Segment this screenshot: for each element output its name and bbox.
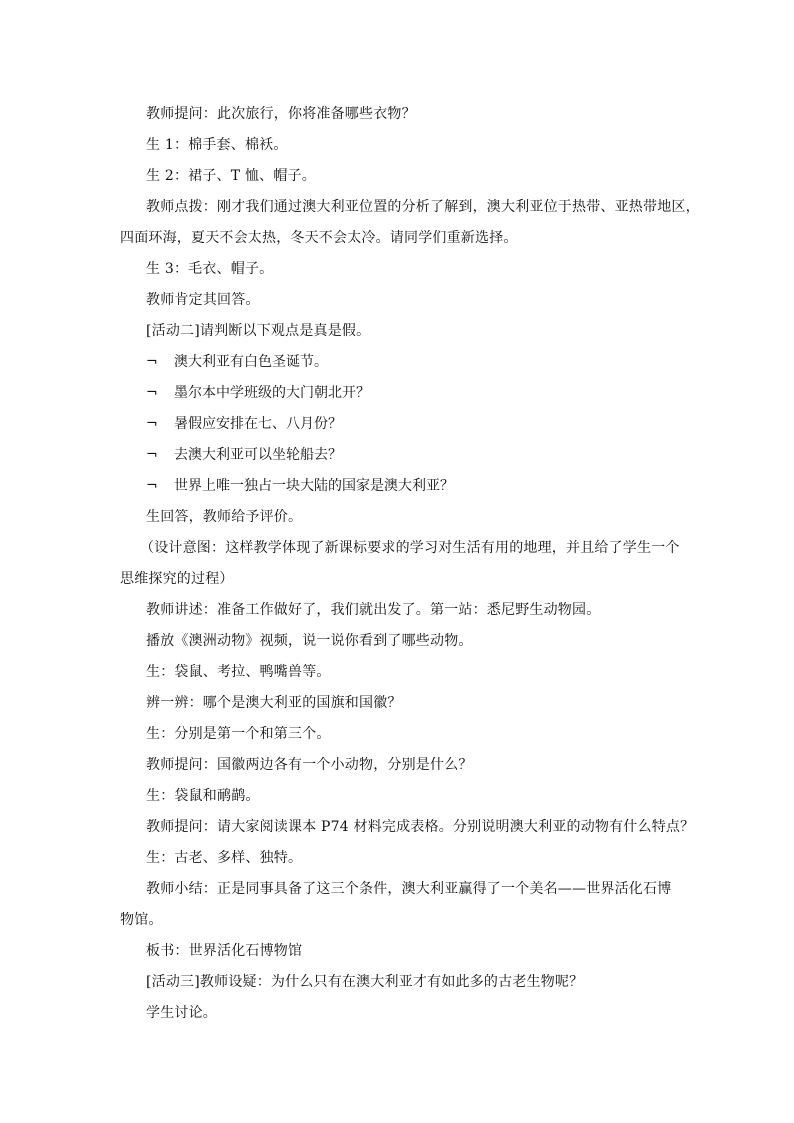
bullet-text: 澳大利亚有白色圣诞节。 bbox=[174, 354, 328, 370]
bullet-symbol: ¬ bbox=[146, 354, 158, 370]
paragraph: 生：古老、多样、独特。 bbox=[146, 850, 303, 866]
paragraph: 教师肯定其回答。 bbox=[146, 292, 260, 308]
paragraph: 生 1：棉手套、棉袄。 bbox=[146, 137, 288, 153]
paragraph: 板书：世界活化石博物馆 bbox=[146, 943, 303, 959]
paragraph: [活动二]请判断以下观点是真是假。 bbox=[146, 323, 371, 339]
paragraph: 教师讲述：准备工作做好了，我们就出发了。第一站：悉尼野生动物园。 bbox=[146, 602, 601, 618]
paragraph: 思维探究的过程） bbox=[120, 571, 234, 587]
bullet-item bbox=[146, 384, 370, 402]
bullet-symbol: ¬ bbox=[146, 416, 158, 432]
paragraph: 教师提问：请大家阅读课本 P74 材料完成表格。分别说明澳大利亚的动物有什么特点？ bbox=[146, 819, 695, 835]
bullet-text: 暑假应安排在七、八月份？ bbox=[174, 416, 342, 432]
bullet-symbol: ¬ bbox=[146, 447, 158, 463]
bullet-item bbox=[146, 353, 328, 371]
paragraph: 教师点拨：刚才我们通过澳大利亚位置的分析了解到，澳大利亚位于热带、亚热带地区， bbox=[146, 199, 700, 215]
paragraph: 物馆。 bbox=[120, 912, 163, 928]
paragraph: 生 2：裙子、T 恤、帽子。 bbox=[146, 168, 316, 184]
paragraph: 生回答，教师给予评价。 bbox=[146, 509, 303, 525]
paragraph: 播放《澳洲动物》视频，说一说你看到了哪些动物。 bbox=[146, 633, 473, 649]
paragraph: [活动三]教师设疑：为什么只有在澳大利亚才有如此多的古老生物呢？ bbox=[146, 974, 584, 990]
bullet-symbol: ¬ bbox=[146, 385, 158, 401]
bullet-item bbox=[146, 446, 342, 464]
paragraph: （设计意图：这样教学体现了新课标要求的学习对生活有用的地理，并且给了学生一个 bbox=[140, 540, 680, 556]
bullet-symbol: ¬ bbox=[146, 478, 158, 494]
paragraph: 四面环海，夏天不会太热，冬天不会太冷。请同学们重新选择。 bbox=[120, 230, 518, 246]
bullet-item bbox=[146, 477, 454, 495]
paragraph: 学生讨论。 bbox=[146, 1005, 217, 1021]
paragraph: 生：袋鼠和鸸鹋。 bbox=[146, 788, 260, 804]
bullet-text: 去澳大利亚可以坐轮船去？ bbox=[174, 447, 342, 463]
bullet-text: 世界上唯一独占一块大陆的国家是澳大利亚？ bbox=[174, 478, 454, 494]
paragraph: 生 3：毛衣、帽子。 bbox=[146, 261, 274, 277]
paragraph: 教师小结：正是同事具备了这三个条件，澳大利亚赢得了一个美名——世界活化石博 bbox=[146, 881, 672, 897]
paragraph: 生：分别是第一个和第三个。 bbox=[146, 726, 331, 742]
paragraph: 生：袋鼠、考拉、鸭嘴兽等。 bbox=[146, 664, 331, 680]
paragraph: 教师提问：国徽两边各有一个小动物，分别是什么？ bbox=[146, 757, 473, 773]
bullet-item bbox=[146, 415, 342, 433]
paragraph: 辨一辨：哪个是澳大利亚的国旗和国徽？ bbox=[146, 695, 402, 711]
paragraph: 教师提问：此次旅行，你将准备哪些衣物？ bbox=[146, 106, 416, 122]
bullet-text: 墨尔本中学班级的大门朝北开？ bbox=[174, 385, 370, 401]
